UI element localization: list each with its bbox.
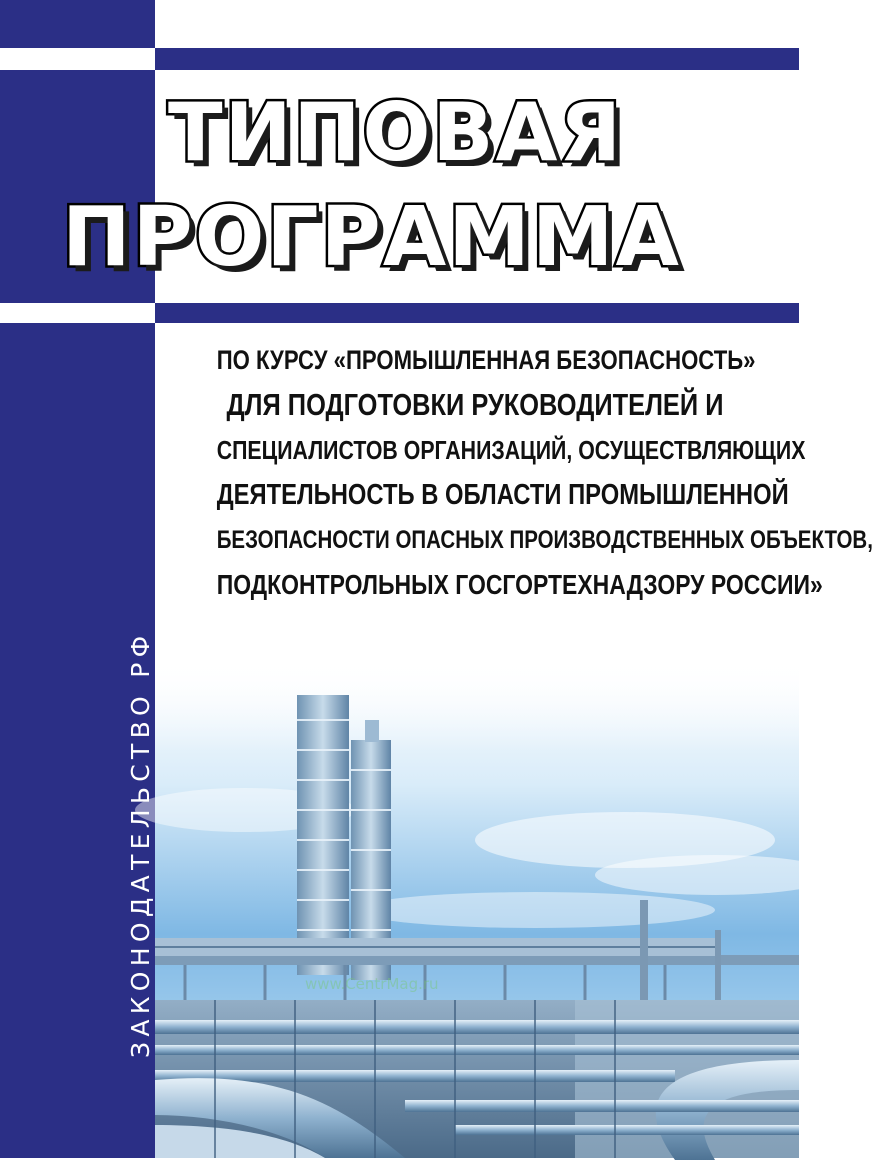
blue-band-top [155,48,799,70]
title-line-2: ПРОГРАММА [62,190,681,285]
title-line-1: ТИПОВАЯ [168,86,623,179]
series-label: ЗАКОНОДАТЕЛЬСТВО РФ [126,630,155,1058]
subtitle-line: СПЕЦИАЛИСТОВ ОРГАНИЗАЦИЙ, ОСУЩЕСТВЛЯЮЩИХ [216,435,806,465]
spine-white-stripe-top [0,48,155,70]
subtitle-line: ДЛЯ ПОДГОТОВКИ РУКОВОДИТЕЛЕЙ И [226,387,724,422]
blue-band-bottom [155,303,799,323]
subtitle-line: ДЕЯТЕЛЬНОСТЬ В ОБЛАСТИ ПРОМЫШЛЕННОЙ [216,479,789,511]
subtitle-line: ПОДКОНТРОЛЬНЫХ ГОСГОРТЕХНАДЗОРУ РОССИИ» [216,569,823,600]
subtitle-line: ПО КУРСУ «ПРОМЫШЛЕННАЯ БЕЗОПАСНОСТЬ» [216,345,756,375]
subtitle-line: БЕЗОПАСНОСТИ ОПАСНЫХ ПРОИЗВОДСТВЕННЫХ ОБЪЕКТОВ, [216,526,873,554]
industrial-plant-photo [155,660,799,1158]
spine-white-stripe-bottom [0,303,155,323]
subtitle-block [160,338,873,608]
watermark: www.CentrMag.ru [305,975,439,993]
